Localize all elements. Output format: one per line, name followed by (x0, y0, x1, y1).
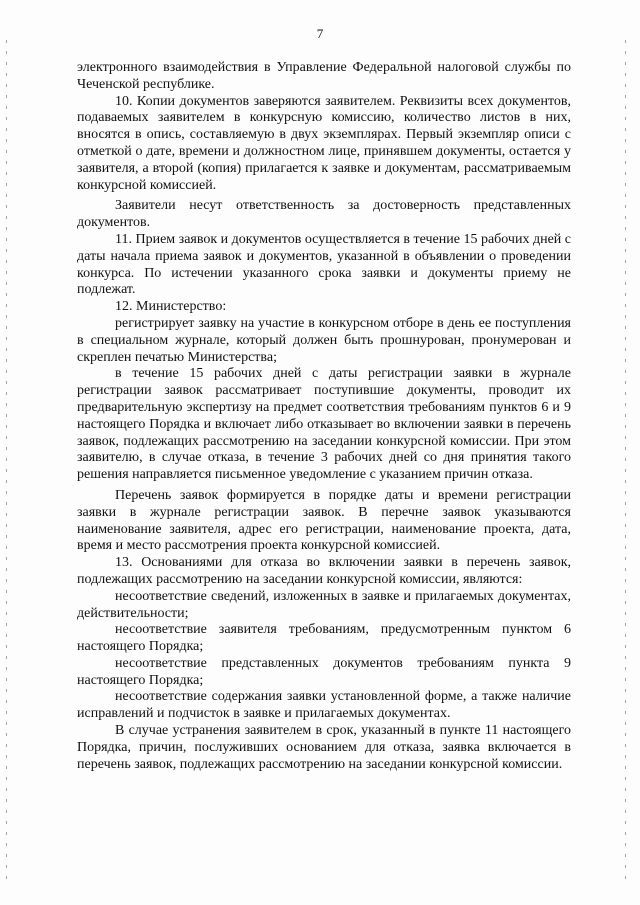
paragraph-item-13: 13. Основаниями для отказа во включении заявки в перечень заявок, подлежащих рассмотрению на заседании конкурсной комиссии, являются: (77, 555, 571, 587)
paragraph-registers: регистрирует заявку на участие в конкурсном отборе в день ее поступления в специальном журнале, который должен быть прошнурован, пронумерован и скреплен печатью Министерства; (77, 315, 571, 365)
scan-edge-left (6, 40, 7, 880)
scan-edge-right (625, 40, 626, 880)
page-number: 7 (316, 26, 324, 41)
paragraph-reason-3: несоответствие представленных документов требованиям пункта 9 настоящего Порядка; (77, 655, 571, 688)
paragraph-review-period: в течение 15 рабочих дней с даты регистрации заявки в журнале регистрации заявок рассматривает поступившие документы, проводит их предварительную экспертизу на предмет соответствия требованиям пунктов 6 и 9 настоящего Порядка и включает либо отказывает во включении заявки в перечень заявок, подлежащих рассмотрению на заседании конкурсной комиссии. При этом заявителю, в случае отказа, в течение 3 рабочих дней со дня принятия такого решения направляется письменное уведомление с указанием причин отказа. (77, 366, 571, 483)
paragraph-reason-2: несоответствие заявителя требованиям, предусмотренным пунктом 6 настоящего Порядка; (77, 622, 571, 655)
paragraph-reason-4: несоответствие содержания заявки установленной форме, а также наличие исправлений и подчисток в заявке и прилагаемых документах. (77, 689, 571, 722)
paragraph-item-10: 10. Копии документов заверяются заявителем. Реквизиты всех документов, подаваемых заявителем в конкурсную комиссию, количество листов в них, вносятся в опись, составляемую в двух экземплярах. Первый экземпляр описи с отметкой о дате, времени и должностном лице, принявшем документы, остается у заявителя, а второй (копия) прилагается к заявке и документам, рассматриваемым конкурсной комиссией. (77, 93, 571, 193)
paragraph-correction: В случае устранения заявителем в срок, указанный в пункте 11 настоящего Порядка, причин, послуживших основанием для отказа, заявка включается в перечень заявок, подлежащих рассмотрению на заседании конкурсной комиссии. (77, 723, 571, 772)
paragraph-item-12: 12. Министерство: (115, 299, 227, 315)
paragraph-item-11: 11. Прием заявок и документов осуществляется в течение 15 рабочих дней с даты начала приема заявок и документов, указанной в объявлении о проведении конкурса. По истечении указанного срока заявки и документы приему не подлежат. (77, 231, 571, 298)
paragraph-application-list: Перечень заявок формируется в порядке даты и времени регистрации заявки в журнале регистрации заявок. В перечне заявок указываются наименование заявителя, адрес его регистрации, наименование проекта, дата, время и место рассмотрения проекта конкурсной комиссией. (77, 487, 571, 554)
paragraph-continuation: электронного взаимодействия в Управление Федеральной налоговой службы по Чеченской республике. (77, 60, 571, 92)
paragraph-reason-1: несоответствие сведений, изложенных в заявке и прилагаемых документах, действительности; (77, 588, 571, 621)
paragraph-responsibility: Заявители несут ответственность за достоверность представленных документов. (77, 198, 571, 231)
document-body (77, 60, 571, 773)
